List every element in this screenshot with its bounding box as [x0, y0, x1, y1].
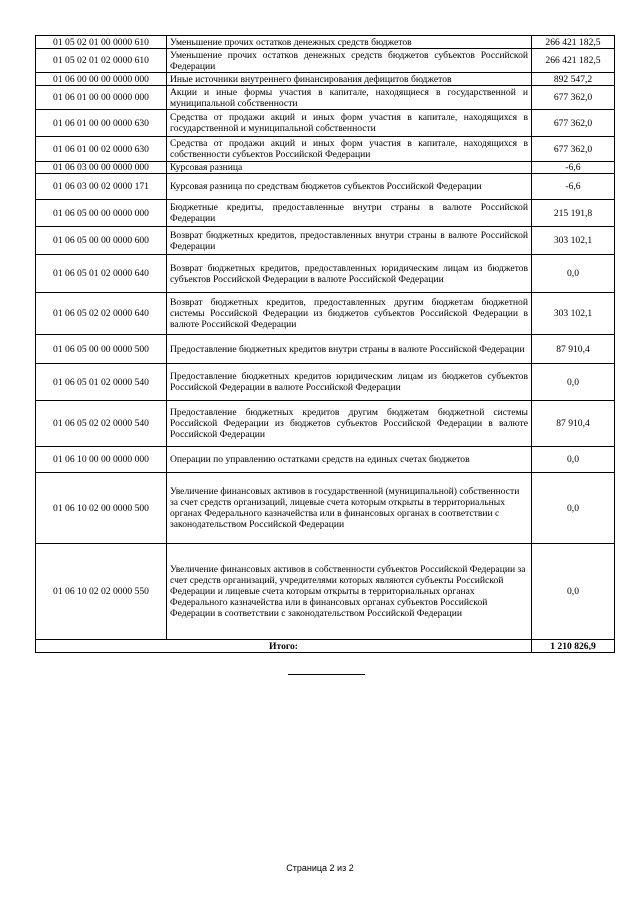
budget-sources-table — [35, 35, 615, 653]
row-amount: 677 362,0 — [532, 86, 615, 110]
row-amount: 215 191,8 — [532, 200, 615, 227]
row-name: Уменьшение прочих остатков денежных средств бюджетов — [167, 36, 532, 49]
row-amount: 0,0 — [532, 544, 615, 640]
table-row — [36, 335, 615, 364]
total-row — [36, 640, 615, 653]
row-code: 01 06 00 00 00 0000 000 — [36, 73, 167, 86]
row-name: Предоставление бюджетных кредитов другим бюджетам бюджетной системы Российской Федерации из бюджетов субъектов Российской Федерации в валюте Российской Федерации — [167, 401, 532, 447]
table-row — [36, 447, 615, 473]
table-row — [36, 73, 615, 86]
row-code: 01 05 02 01 00 0000 610 — [36, 36, 167, 49]
row-code: 01 06 10 02 00 0000 500 — [36, 473, 167, 544]
row-amount: 303 102,1 — [532, 293, 615, 335]
row-name: Предоставление бюджетных кредитов внутри страны в валюте Российской Федерации — [167, 335, 532, 364]
row-code: 01 05 02 01 02 0000 610 — [36, 49, 167, 73]
row-code: 01 06 05 00 00 0000 500 — [36, 335, 167, 364]
table-row — [36, 255, 615, 293]
row-name: Иные источники внутреннего финансирования дефицитов бюджетов — [167, 73, 532, 86]
row-amount: 0,0 — [532, 255, 615, 293]
row-name: Акции и иные формы участия в капитале, находящиеся в государственной и муниципальной собственности — [167, 86, 532, 110]
row-code: 01 06 03 00 00 0000 000 — [36, 162, 167, 174]
row-name: Возврат бюджетных кредитов, предоставленных другим бюджетам бюджетной системы Российской Федерации из бюджетов субъектов Российской Федерации в валюте Российской Федерации — [167, 293, 532, 335]
row-amount: 87 910,4 — [532, 401, 615, 447]
row-code: 01 06 05 02 02 0000 640 — [36, 293, 167, 335]
row-code: 01 06 01 00 02 0000 630 — [36, 137, 167, 162]
row-code: 01 06 05 02 02 0000 540 — [36, 401, 167, 447]
table-row — [36, 110, 615, 137]
row-amount: 0,0 — [532, 364, 615, 401]
row-amount: 677 362,0 — [532, 110, 615, 137]
table-row — [36, 401, 615, 447]
total-amount: 1 210 826,9 — [532, 640, 615, 653]
row-code: 01 06 10 02 02 0000 550 — [36, 544, 167, 640]
row-amount: 892 547,2 — [532, 73, 615, 86]
row-code: 01 06 05 01 02 0000 540 — [36, 364, 167, 401]
row-name: Бюджетные кредиты, предоставленные внутри страны в валюте Российской Федерации — [167, 200, 532, 227]
row-name: Операции по управлению остатками средств на единых счетах бюджетов — [167, 447, 532, 473]
row-code: 01 06 03 00 02 0000 171 — [36, 174, 167, 200]
page-number: Страница 2 из 2 — [286, 863, 354, 873]
row-name: Предоставление бюджетных кредитов юридическим лицам из бюджетов субъектов Российской Федерации в валюте Российской Федерации — [167, 364, 532, 401]
table-row — [36, 293, 615, 335]
row-amount: 677 362,0 — [532, 137, 615, 162]
row-name: Средства от продажи акций и иных форм участия в капитале, находящихся в собственности субъектов Российской Федерации — [167, 137, 532, 162]
row-name: Курсовая разница — [167, 162, 532, 174]
row-amount: 303 102,1 — [532, 227, 615, 255]
table-row — [36, 86, 615, 110]
row-code: 01 06 05 00 00 0000 000 — [36, 200, 167, 227]
table-row — [36, 544, 615, 640]
table-row — [36, 227, 615, 255]
row-name: Увеличение финансовых активов в государственной (муниципальной) собственности за счет средств организаций, лицевые счета которым открыты в территориальных органах Федерального казначейства или в финансовых органах в соответствии с законодательством Российской Федерации — [167, 473, 532, 544]
row-amount: 0,0 — [532, 447, 615, 473]
table-row — [36, 137, 615, 162]
row-amount: 266 421 182,5 — [532, 36, 615, 49]
table-body — [36, 36, 615, 653]
table-row — [36, 36, 615, 49]
total-label: Итого: — [36, 640, 532, 653]
row-name: Уменьшение прочих остатков денежных средств бюджетов субъектов Российской Федерации — [167, 49, 532, 73]
row-code: 01 06 05 00 00 0000 600 — [36, 227, 167, 255]
row-code: 01 06 10 00 00 0000 000 — [36, 447, 167, 473]
row-name: Средства от продажи акций и иных форм участия в капитале, находящихся в государственной и муниципальной собственности — [167, 110, 532, 137]
row-amount: 87 910,4 — [532, 335, 615, 364]
table-row — [36, 162, 615, 174]
separator-line — [288, 674, 365, 675]
row-name: Возврат бюджетных кредитов, предоставленных внутри страны в валюте Российской Федерации — [167, 227, 532, 255]
row-code: 01 06 05 01 02 0000 640 — [36, 255, 167, 293]
row-amount: -6,6 — [532, 174, 615, 200]
table-row — [36, 200, 615, 227]
row-name: Возврат бюджетных кредитов, предоставленных юридическим лицам из бюджетов субъектов Российской Федерации в валюте Российской Федерации — [167, 255, 532, 293]
row-amount: 266 421 182,5 — [532, 49, 615, 73]
row-code: 01 06 01 00 00 0000 630 — [36, 110, 167, 137]
row-code: 01 06 01 00 00 0000 000 — [36, 86, 167, 110]
table-row — [36, 364, 615, 401]
row-name: Курсовая разница по средствам бюджетов субъектов Российской Федерации — [167, 174, 532, 200]
row-name: Увеличение финансовых активов в собственности субъектов Российской Федерации за счет средств организаций, учредителями которых являются субъекты Российской Федерации и лицевые счета которым открыты в территориальных органах Федерального казначейства или в финансовых органах субъектов Российской Федерации в соответствии с законодательством Российской Федерации — [167, 544, 532, 640]
row-amount: 0,0 — [532, 473, 615, 544]
row-amount: -6,6 — [532, 162, 615, 174]
table-row — [36, 473, 615, 544]
table-row — [36, 174, 615, 200]
table-row — [36, 49, 615, 73]
